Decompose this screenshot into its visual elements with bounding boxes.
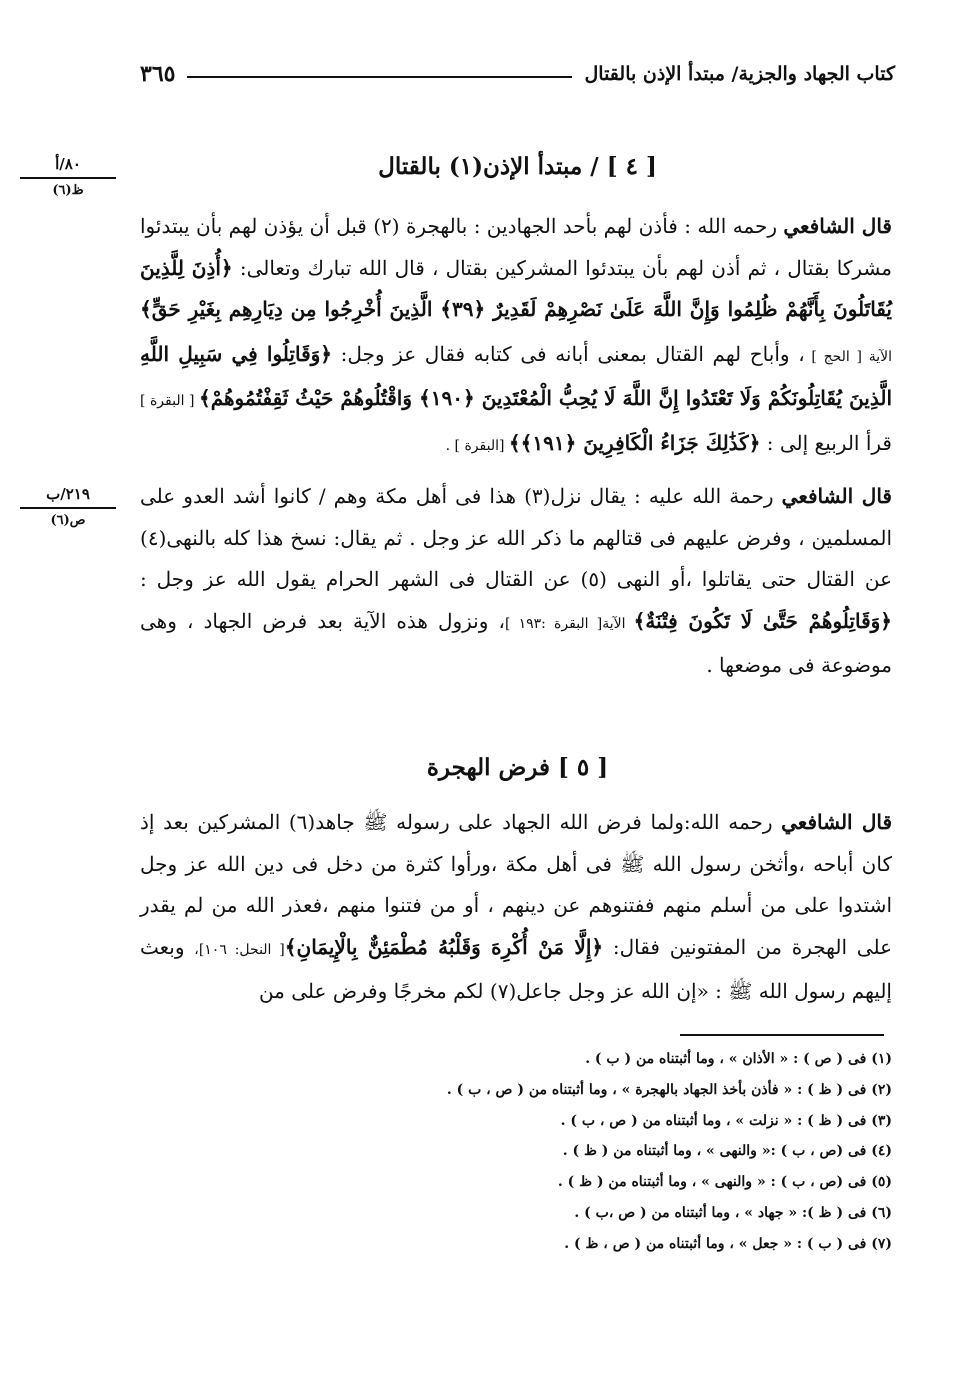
- footnotes-list: [140, 1044, 892, 1260]
- quran-verse: ﴿إِلَّا مَنْ أُكْرِهَ وَقَلْبُهُ مُطْمَئِنٌّ بِالْإِيمَانِ﴾: [284, 934, 604, 959]
- footnote: (٢) فى ( ظ ) : « فأذن بأخذ الجهاد بالهجرة » ، وما أثبتناه من ( ص ، ب ) .: [446, 1081, 892, 1098]
- body-paragraph: [140, 206, 892, 467]
- section-heading: [ ٥ ] فرض الهجرة: [426, 754, 609, 781]
- verse-reference: [ النحل: ١٠٦]،: [194, 941, 285, 958]
- paragraph-text: ، وأباح لهم القتال بمعنى أبانه فى كتابه فقال عز وجل:: [332, 341, 805, 366]
- margin-note-manuscript: ص(٦): [50, 513, 86, 528]
- verse-reference: [ البقرة ]: [140, 393, 199, 409]
- verse-reference: [البقرة ] .: [445, 437, 509, 454]
- header-rule: [187, 76, 572, 78]
- margin-note-manuscript: ظ(٦): [52, 183, 84, 198]
- footnote-rule: [680, 1034, 884, 1036]
- paragraph-text: رحمه الله:ولما فرض الله الجهاد على رسوله ﷺ جاهد(٦) المشركين بعد إذ كان أباحه ،وأثخن رسول الله ﷺ فى أهل مكة ،ورأوا كثرة من دخل فى دين الله عز وجل اشتدوا على من أسلم منهم ففتنوهم عن دينهم ، أو من فتنوا منهم ،فعذر الله من لم يقدر على الهجرة من المفتونين فقال:: [140, 810, 893, 959]
- speaker-name: قال الشافعي: [781, 810, 893, 834]
- footnote: (٥) فى (ص ، ب ) : « والنهى » ، وما أثبتناه من ( ظ ) .: [557, 1174, 892, 1191]
- footnote: (٣) فى ( ظ ) : « نزلت » ، وما أثبتناه من ( ص ، ب ) .: [560, 1112, 892, 1129]
- paragraph-text: قرأ الربيع إلى :: [760, 430, 892, 455]
- margin-note-folio: ٨٠/أ: [20, 152, 116, 179]
- quran-verse: ﴿أُذِنَ لِلَّذِينَ يُقَاتَلُونَ بِأَنَّهُمْ ظُلِمُوا وَإِنَّ اللَّهَ عَلَىٰ نَصْرِهِمْ لَقَدِيرٌ ﴿٣٩﴾ الَّذِينَ أُخْرِجُوا مِن دِيَارِهِم بِغَيْرِ حَقٍّ﴾: [140, 255, 892, 321]
- body-paragraph: [140, 802, 892, 1013]
- speaker-name: قال الشافعي: [781, 484, 892, 508]
- running-header: [140, 52, 895, 96]
- footnote: (٦) فى ( ظ ): « جهاد » ، وما أثبتناه من ( ص ،ب ) .: [574, 1204, 892, 1221]
- quran-verse: ﴿كَذَٰلِكَ جَزَاءُ الْكَافِرِينَ ﴿١٩١﴾﴾: [508, 430, 761, 455]
- verse-reference: الآية [ الحج ]: [804, 348, 892, 365]
- quran-verse: ﴿وَقَاتِلُوا فِي سَبِيلِ اللَّهِ الَّذِينَ يُقَاتِلُونَكُمْ وَلَا تَعْتَدُوا إِنَّ اللَّهَ لَا يُحِبُّ الْمُعْتَدِينَ ﴿١٩٠﴾ وَاقْتُلُوهُمْ حَيْثُ ثَقِفْتُمُوهُمْ﴾: [140, 341, 893, 410]
- footnote: (٤) فى (ص ، ب ) :« والنهى » ، وما أثبتناه من ( ظ ) .: [562, 1143, 892, 1160]
- speaker-name: قال الشافعي: [783, 214, 892, 238]
- margin-note-folio: ٢١٩/ب: [20, 482, 116, 509]
- paragraph-text: وبعث إليهم رسول الله ﷺ : «إن الله عز وجل جاعل(٧) لكم مخرجًا وفرض على من: [140, 934, 892, 1003]
- footnote: (٧) فى ( ب ) : « جعل » ، وما أثبتناه من ( ص ، ظ ) .: [564, 1235, 892, 1252]
- body-paragraph: [140, 476, 892, 687]
- running-header-title: كتاب الجهاد والجزية/ مبتدأ الإذن بالقتال: [584, 63, 895, 85]
- margin-note: [20, 152, 116, 203]
- verse-reference: الآية[ البقرة :١٩٣ ]: [504, 615, 634, 632]
- quran-verse: ﴿وَقَاتِلُوهُمْ حَتَّىٰ لَا تَكُونَ فِتْنَةٌ﴾: [633, 608, 893, 633]
- paragraph-text: ، ونزول هذه الآية بعد فرض الجهاد ، وهى موضوعة فى موضعها .: [140, 608, 892, 677]
- section-heading: [ ٤ ] / مبتدأ الإذن(١) بالقتال: [378, 153, 657, 180]
- paragraph-text: رحمه الله : فأذن لهم بأحد الجهادين : بالهجرة (٢) قبل أن يؤذن لهم بأن يبتدئوا مشركا بقتال ، ثم أذن لهم بأن يبتدئوا المشركين بقتال ، قال الله تبارك وتعالى:: [140, 214, 892, 280]
- footnote: (١) فى ( ص ) : « الأذان » ، وما أثبتناه من ( ب ) .: [585, 1051, 892, 1067]
- margin-note: [20, 482, 116, 533]
- page-number: ٣٦٥: [140, 61, 176, 87]
- paragraph-text: رحمة الله عليه : يقال نزل(٣) هذا فى أهل مكة وهم / كانوا أشد العدو على المسلمين ، وفرض عليهم فى قتالهم ما ذكر الله عز وجل . ثم يقال: نسخ هذا كله بالنهى(٤) عن القتال حتى يقاتلوا ،أو النهى (٥) عن القتال فى الشهر الحرام يقول الله عز وجل :: [140, 484, 893, 591]
